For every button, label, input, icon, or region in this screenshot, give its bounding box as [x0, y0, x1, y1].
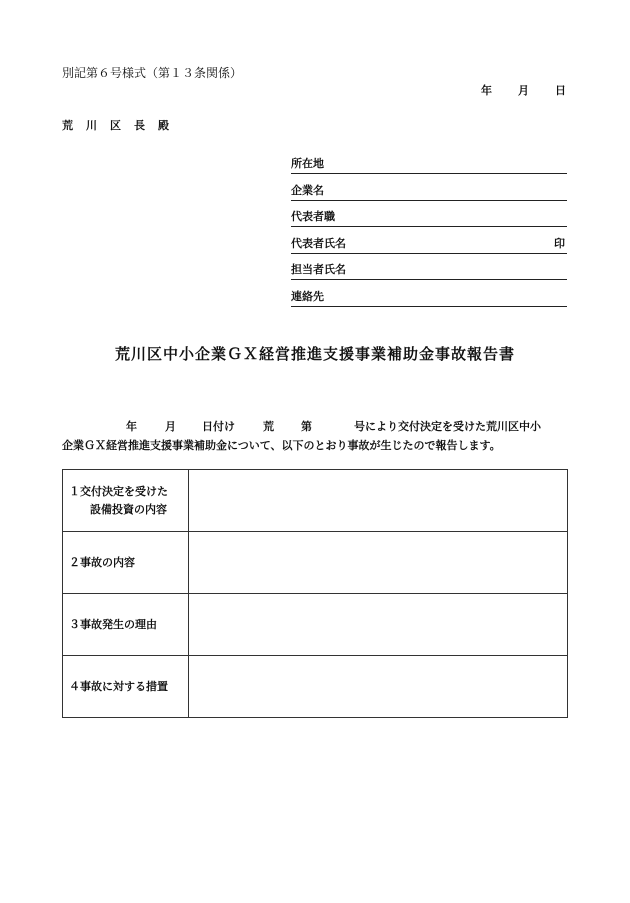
- row-label-line: 設備投資の内容: [90, 502, 167, 516]
- location-field[interactable]: [291, 157, 567, 174]
- contact-info-label: 連絡先: [291, 290, 324, 303]
- table-row: [63, 470, 568, 532]
- contact-info-field[interactable]: [291, 290, 567, 307]
- location-label: 所在地: [291, 157, 324, 170]
- contact-person-label: 担当者氏名: [291, 263, 346, 276]
- date-day-label: 日: [555, 84, 566, 97]
- body-ara: 荒: [263, 420, 274, 433]
- row-label: [63, 483, 188, 519]
- body-month: 月: [165, 420, 176, 433]
- body-dai: 第: [301, 420, 312, 433]
- representative-title-label: 代表者職: [291, 210, 335, 223]
- representative-name-label: 代表者氏名: [291, 237, 346, 250]
- body-dated: 日付け: [202, 420, 235, 433]
- row-label-cell: [63, 656, 189, 718]
- company-name-label: 企業名: [291, 184, 324, 197]
- row-label-cell: [63, 594, 189, 656]
- body-line-1: [0, 418, 630, 434]
- row-label: ４事故に対する措置: [69, 679, 168, 693]
- row-value-cell[interactable]: [189, 532, 568, 594]
- company-name-field[interactable]: [291, 184, 567, 201]
- report-table: [62, 469, 568, 718]
- date-year-label: 年: [481, 84, 492, 97]
- row-label-cell: [63, 532, 189, 594]
- table-row: [63, 594, 568, 656]
- contact-person-field[interactable]: [291, 263, 567, 280]
- representative-title-field[interactable]: [291, 210, 567, 227]
- seal-mark: 印: [554, 237, 565, 250]
- body-year: 年: [126, 420, 137, 433]
- row-label: ２事故の内容: [69, 555, 135, 569]
- table-row: [63, 532, 568, 594]
- row-label: ３事故発生の理由: [69, 617, 157, 631]
- row-label-line: １交付決定を受けた: [69, 484, 168, 498]
- document-title: 荒川区中小企業ＧＸ経営推進支援事業補助金事故報告書: [114, 345, 515, 363]
- row-label-cell: [63, 470, 189, 532]
- row-value-cell[interactable]: [189, 594, 568, 656]
- representative-name-field[interactable]: [291, 237, 567, 254]
- body-rest: 号により交付決定を受けた荒川区中小: [354, 420, 541, 433]
- addressee: 荒川区長殿: [62, 119, 182, 132]
- body-line-2: 企業ＧＸ経営推進支援事業補助金について、以下のとおり事故が生じたので報告します。: [62, 439, 501, 452]
- table-row: [63, 656, 568, 718]
- form-number-label: 別記第６号様式（第１３条関係）: [62, 66, 243, 80]
- row-value-cell[interactable]: [189, 470, 568, 532]
- date-month-label: 月: [518, 84, 529, 97]
- row-value-cell[interactable]: [189, 656, 568, 718]
